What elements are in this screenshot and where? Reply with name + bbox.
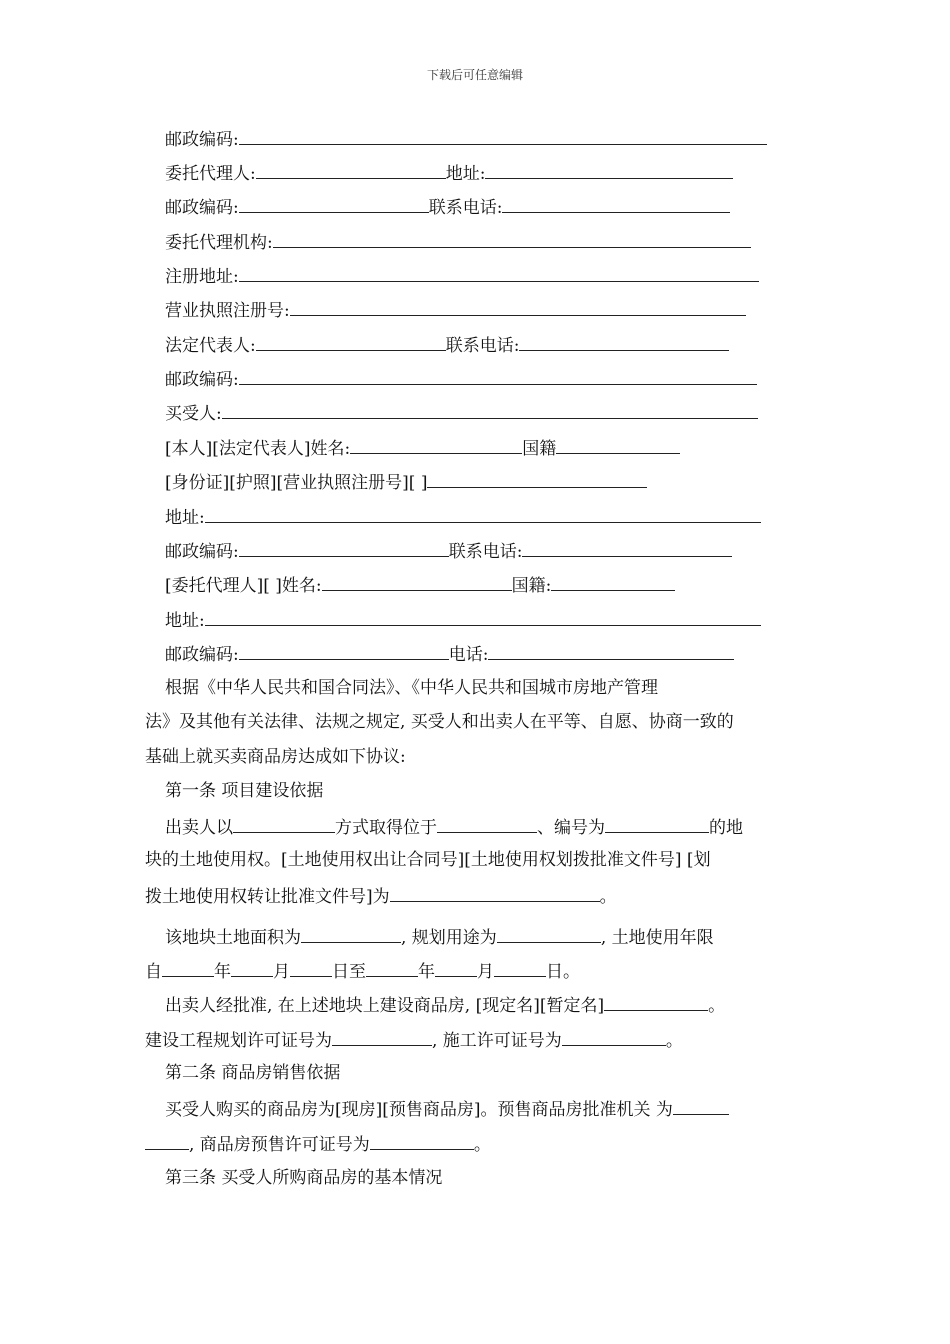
field-label: 地址: bbox=[445, 164, 486, 184]
text-fragment: 买受人购买的商品房为[现房][预售商品房]。预售商品房批准机关 为 bbox=[165, 1100, 673, 1120]
text-fragment: 建设工程规划许可证号为 bbox=[145, 1031, 332, 1051]
article-2-line-1 bbox=[165, 1098, 729, 1120]
buyer-address-row bbox=[165, 506, 761, 528]
end-year-blank[interactable] bbox=[366, 960, 418, 977]
registered-address-row bbox=[165, 265, 759, 287]
acquisition-method-blank[interactable] bbox=[233, 816, 335, 833]
agent-address-row bbox=[165, 609, 761, 631]
field-label: 地址: bbox=[165, 611, 205, 631]
approval-authority-blank[interactable] bbox=[673, 1098, 729, 1115]
field-label: 邮政编码: bbox=[165, 198, 239, 218]
text-fragment: 自 bbox=[145, 962, 162, 982]
article-1-line-6 bbox=[165, 994, 725, 1016]
text-fragment: 出卖人经批准, 在上述地块上建设商品房, [现定名][暂定名] bbox=[165, 996, 605, 1016]
text-fragment: 。 bbox=[599, 887, 617, 907]
text-fragment: , 商品房预售许可证号为 bbox=[189, 1135, 370, 1155]
address-blank[interactable] bbox=[205, 506, 761, 523]
text-fragment: 年 bbox=[214, 962, 231, 982]
business-license-row bbox=[165, 299, 746, 321]
text-fragment: 。 bbox=[665, 1031, 683, 1051]
seller-agent-contact-row bbox=[165, 196, 730, 218]
postal-code-blank[interactable] bbox=[239, 196, 429, 213]
buyer-row bbox=[165, 402, 758, 424]
postal-code-blank[interactable] bbox=[239, 368, 757, 385]
postal-code-row bbox=[165, 368, 757, 390]
agency-row bbox=[165, 231, 751, 253]
phone-blank[interactable] bbox=[488, 643, 734, 660]
article-1-line-3 bbox=[145, 885, 617, 907]
text-fragment: 。 bbox=[708, 996, 726, 1016]
field-label: 国籍 bbox=[522, 439, 557, 459]
article-1-line-1 bbox=[165, 816, 743, 838]
start-year-blank[interactable] bbox=[162, 960, 214, 977]
agent-address-blank[interactable] bbox=[485, 162, 733, 179]
buyer-contact-row bbox=[165, 540, 732, 562]
field-label: 国籍: bbox=[511, 576, 552, 596]
postal-code-blank[interactable] bbox=[239, 540, 449, 557]
planning-permit-blank[interactable] bbox=[332, 1029, 432, 1046]
article-1-title: 第一条 项目建设依据 bbox=[165, 781, 324, 801]
field-label: [本人][法定代表人]姓名: bbox=[165, 439, 351, 459]
field-label: [身份证][护照][营业执照注册号][ ] bbox=[165, 473, 428, 493]
buyer-id-row bbox=[165, 471, 647, 493]
field-label: 联系电话: bbox=[445, 336, 520, 356]
preamble-line-3: 基础上就买卖商品房达成如下协议: bbox=[145, 747, 406, 767]
article-1-line-5 bbox=[145, 960, 580, 982]
text-fragment: , 土地使用年限 bbox=[600, 928, 714, 948]
text-fragment: 该地块土地面积为 bbox=[165, 928, 301, 948]
address-blank[interactable] bbox=[205, 609, 761, 626]
end-day-blank[interactable] bbox=[494, 960, 546, 977]
document-number-blank[interactable] bbox=[390, 885, 600, 902]
approval-authority-blank-cont[interactable] bbox=[145, 1133, 189, 1150]
nationality-blank[interactable] bbox=[556, 437, 680, 454]
field-label: 邮政编码: bbox=[165, 645, 239, 665]
business-license-blank[interactable] bbox=[290, 299, 746, 316]
field-label: 营业执照注册号: bbox=[165, 301, 290, 321]
seller-agent-row bbox=[165, 162, 733, 184]
field-label: 地址: bbox=[165, 508, 205, 528]
start-day-blank[interactable] bbox=[290, 960, 332, 977]
land-use-blank[interactable] bbox=[497, 926, 601, 943]
field-label: 邮政编码: bbox=[165, 542, 239, 562]
text-fragment: 月 bbox=[273, 962, 290, 982]
start-month-blank[interactable] bbox=[231, 960, 273, 977]
phone-blank[interactable] bbox=[519, 334, 729, 351]
postal-code-blank[interactable] bbox=[239, 128, 767, 145]
field-label: 买受人: bbox=[165, 404, 222, 424]
buyer-name-blank[interactable] bbox=[350, 437, 522, 454]
text-fragment: 出卖人以 bbox=[165, 818, 233, 838]
end-month-blank[interactable] bbox=[435, 960, 477, 977]
buyer-blank[interactable] bbox=[222, 402, 758, 419]
text-fragment: 拨土地使用权转让批准文件号]为 bbox=[145, 887, 390, 907]
text-fragment: 日至 bbox=[332, 962, 366, 982]
article-1-line-7 bbox=[145, 1029, 683, 1051]
article-2-title: 第二条 商品房销售依据 bbox=[165, 1063, 341, 1083]
article-3-title: 第三条 买受人所购商品房的基本情况 bbox=[165, 1168, 443, 1188]
legal-rep-row bbox=[165, 334, 729, 356]
agency-blank[interactable] bbox=[273, 231, 751, 248]
text-fragment: 月 bbox=[477, 962, 494, 982]
project-name-blank[interactable] bbox=[604, 994, 708, 1011]
agent-name-blank[interactable] bbox=[256, 162, 446, 179]
field-label: 邮政编码: bbox=[165, 130, 239, 150]
article-1-line-2: 块的土地使用权。[土地使用权出让合同号][土地使用权划拨批准文件号] [划 bbox=[145, 850, 711, 870]
postal-code-blank[interactable] bbox=[239, 643, 449, 660]
field-label: 联系电话: bbox=[428, 198, 503, 218]
article-1-line-4 bbox=[165, 926, 714, 948]
preamble-line-2: 法》及其他有关法律、法规之规定, 买受人和出卖人在平等、自愿、协商一致的 bbox=[145, 712, 734, 732]
page-header: 下载后可任意编辑 bbox=[426, 68, 523, 82]
agent-contact-row bbox=[165, 643, 734, 665]
location-blank[interactable] bbox=[437, 816, 537, 833]
preamble-line-1: 根据《中华人民共和国合同法》、《中华人民共和国城市房地产管理 bbox=[165, 678, 658, 698]
text-fragment: 。 bbox=[473, 1135, 491, 1155]
text-fragment: 的地 bbox=[709, 818, 743, 838]
article-2-line-2 bbox=[145, 1133, 491, 1155]
field-label: [委托代理人][ ]姓名: bbox=[165, 576, 322, 596]
registered-address-blank[interactable] bbox=[239, 265, 759, 282]
field-label: 委托代理人: bbox=[165, 164, 256, 184]
buyer-agent-row bbox=[165, 574, 675, 596]
phone-blank[interactable] bbox=[502, 196, 730, 213]
text-fragment: 日。 bbox=[546, 962, 580, 982]
text-fragment: 年 bbox=[418, 962, 435, 982]
field-label: 邮政编码: bbox=[165, 370, 239, 390]
field-label: 注册地址: bbox=[165, 267, 239, 287]
field-label: 电话: bbox=[448, 645, 489, 665]
field-label: 联系电话: bbox=[448, 542, 523, 562]
text-fragment: , 施工许可证号为 bbox=[432, 1031, 562, 1051]
text-fragment: 、编号为 bbox=[537, 818, 605, 838]
plot-number-blank[interactable] bbox=[605, 816, 709, 833]
presale-permit-blank[interactable] bbox=[370, 1133, 474, 1150]
phone-blank[interactable] bbox=[522, 540, 732, 557]
land-area-blank[interactable] bbox=[301, 926, 401, 943]
nationality-blank[interactable] bbox=[551, 574, 675, 591]
legal-rep-blank[interactable] bbox=[256, 334, 446, 351]
seller-postal-code-row bbox=[165, 128, 767, 150]
buyer-name-row bbox=[165, 437, 680, 459]
field-label: 委托代理机构: bbox=[165, 233, 273, 253]
text-fragment: 方式取得位于 bbox=[335, 818, 437, 838]
agent-name-blank[interactable] bbox=[322, 574, 512, 591]
construction-permit-blank[interactable] bbox=[562, 1029, 666, 1046]
id-number-blank[interactable] bbox=[427, 471, 647, 488]
field-label: 法定代表人: bbox=[165, 336, 256, 356]
text-fragment: , 规划用途为 bbox=[401, 928, 497, 948]
